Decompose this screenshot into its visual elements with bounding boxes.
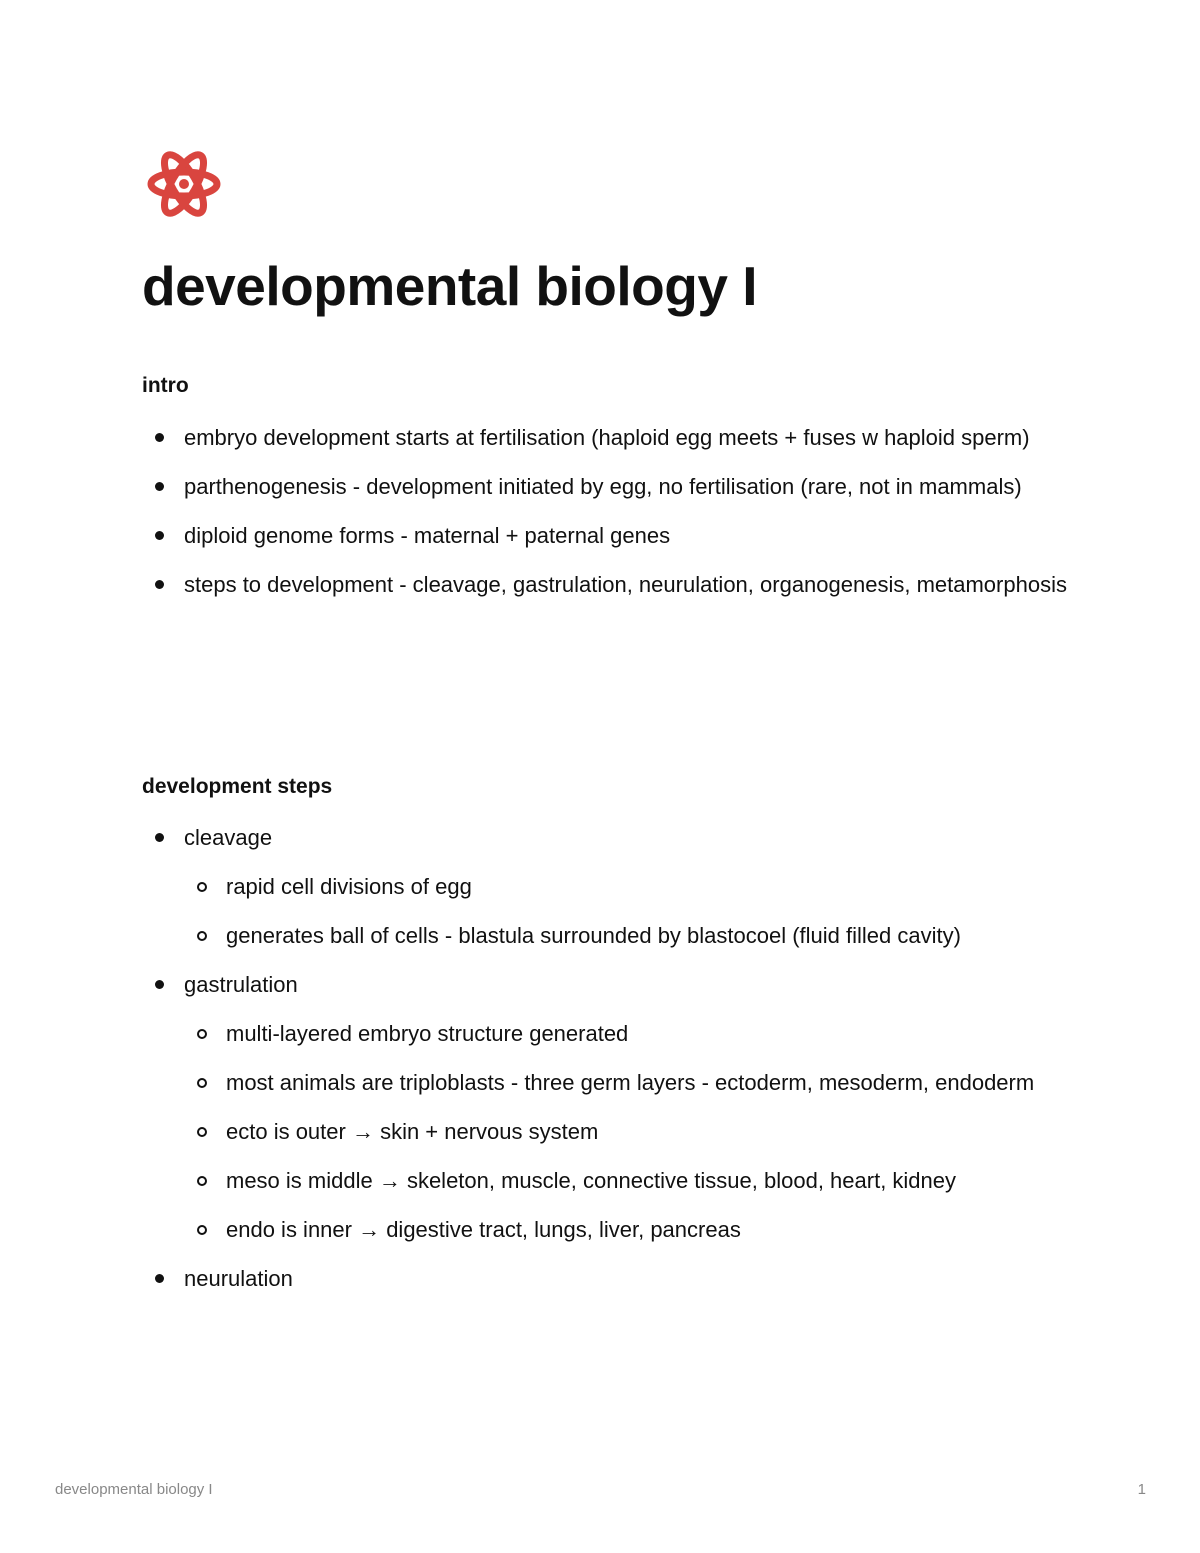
atom-icon bbox=[145, 143, 223, 225]
bullet-icon bbox=[155, 531, 164, 540]
hollow-bullet-icon bbox=[197, 882, 207, 892]
cleavage-sublist bbox=[184, 869, 1072, 953]
sub-list-item bbox=[184, 1016, 1072, 1051]
sub-list-item bbox=[184, 1114, 1072, 1149]
sub-list-item-text: generates ball of cells - blastula surrounded by blastocoel (fluid filled cavity) bbox=[226, 923, 961, 948]
sub-list-item-text: ecto is outer → skin + nervous system bbox=[226, 1119, 599, 1144]
list-item-text: cleavage bbox=[184, 825, 273, 850]
intro-list bbox=[142, 420, 1072, 616]
bullet-icon bbox=[155, 833, 164, 842]
sub-list-item bbox=[184, 1065, 1072, 1100]
bullet-icon bbox=[155, 482, 164, 491]
sub-list-item bbox=[184, 918, 1072, 953]
page-title: developmental biology I bbox=[142, 255, 757, 317]
hollow-bullet-icon bbox=[197, 1029, 207, 1039]
sub-list-item-text: multi-layered embryo structure generated bbox=[226, 1021, 629, 1046]
list-item bbox=[142, 469, 1072, 504]
list-item-text: embryo development starts at fertilisation (haploid egg meets + fuses w haploid sperm) bbox=[184, 425, 1030, 450]
list-item-gastrulation bbox=[142, 967, 1072, 1247]
hollow-bullet-icon bbox=[197, 1127, 207, 1137]
footer-title: developmental biology I bbox=[55, 1481, 213, 1498]
section-heading-development-steps: development steps bbox=[142, 775, 333, 798]
hollow-bullet-icon bbox=[197, 1176, 207, 1186]
list-item bbox=[142, 518, 1072, 553]
hollow-bullet-icon bbox=[197, 931, 207, 941]
hollow-bullet-icon bbox=[197, 1225, 207, 1235]
list-item-neurulation bbox=[142, 1261, 1072, 1296]
sub-list-item bbox=[184, 1212, 1072, 1247]
list-item-text: steps to development - cleavage, gastrulation, neurulation, organogenesis, metamorphosis bbox=[184, 572, 1067, 597]
sub-list-item bbox=[184, 869, 1072, 904]
bullet-icon bbox=[155, 980, 164, 989]
list-item-cleavage bbox=[142, 820, 1072, 953]
section-heading-intro: intro bbox=[142, 374, 189, 397]
gastrulation-sublist bbox=[184, 1016, 1072, 1247]
bullet-icon bbox=[155, 580, 164, 589]
sub-list-item bbox=[184, 1163, 1072, 1198]
sub-list-item-text: endo is inner → digestive tract, lungs, liver, pancreas bbox=[226, 1217, 741, 1242]
list-item-text: gastrulation bbox=[184, 972, 298, 997]
list-item-text: diploid genome forms - maternal + paternal genes bbox=[184, 523, 671, 548]
list-item-text: parthenogenesis - development initiated by egg, no fertilisation (rare, not in mammals) bbox=[184, 474, 1022, 499]
list-item-text: neurulation bbox=[184, 1266, 293, 1291]
development-steps-list bbox=[142, 820, 1072, 1310]
sub-list-item-text: rapid cell divisions of egg bbox=[226, 874, 472, 899]
footer-page-number: 1 bbox=[1137, 1481, 1146, 1498]
bullet-icon bbox=[155, 1274, 164, 1283]
hollow-bullet-icon bbox=[197, 1078, 207, 1088]
bullet-icon bbox=[155, 433, 164, 442]
sub-list-item-text: meso is middle → skeleton, muscle, connective tissue, blood, heart, kidney bbox=[226, 1168, 957, 1193]
list-item bbox=[142, 420, 1072, 455]
list-item bbox=[142, 567, 1072, 602]
sub-list-item-text: most animals are triploblasts - three germ layers - ectoderm, mesoderm, endoderm bbox=[226, 1070, 1035, 1095]
